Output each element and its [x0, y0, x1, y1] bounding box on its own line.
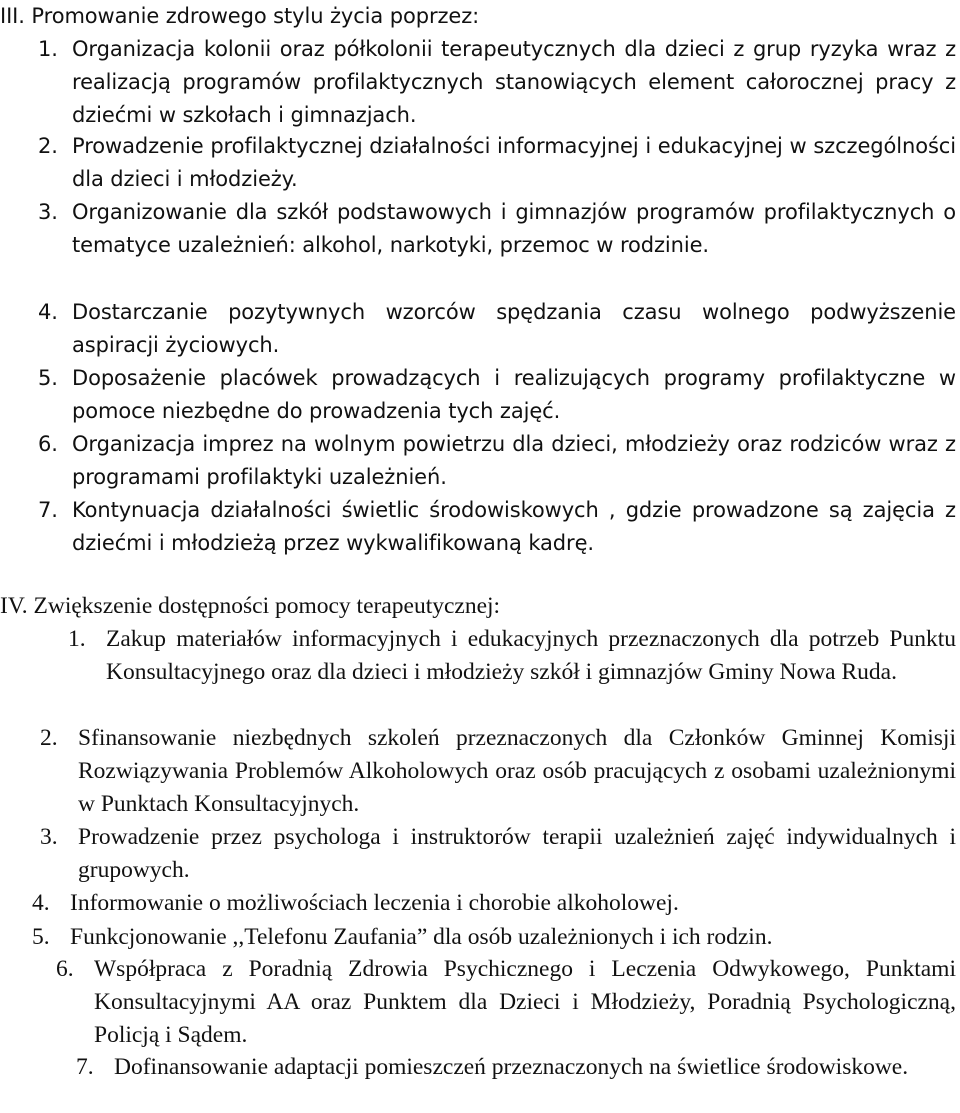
section-3-item-4: [38, 296, 956, 362]
section-3-item-7: [38, 494, 956, 560]
item-number: 3.: [38, 200, 58, 224]
section-3-item-2: [38, 130, 956, 196]
section-3-item-5: [38, 362, 956, 428]
item-number: 2.: [40, 725, 58, 751]
section-3-item-6: [38, 428, 956, 494]
section-4-item-7: [56, 1051, 956, 1084]
section-4-item-4: [32, 887, 956, 920]
item-text: Prowadzenie przez psychologa i instruktorów terapii uzależnień zajęć indywidualnych i grupowych.: [78, 824, 956, 883]
section-3-item-1: [38, 33, 956, 132]
item-number: 3.: [40, 824, 58, 850]
item-number: 6.: [56, 956, 74, 982]
item-text: Funkcjonowanie ,,Telefonu Zaufania” dla osób uzależnionych i ich rodzin.: [70, 924, 773, 950]
item-number: 6.: [38, 432, 58, 456]
section-4-item-3: [40, 821, 956, 887]
section-4-item-5: [32, 921, 956, 954]
section-3-item-3: [38, 196, 956, 262]
item-text: Organizowanie dla szkół podstawowych i gimnazjów programów profilaktycznych o tematyce uzależnień: alkohol, narkotyki, przemoc w rodzinie.: [72, 200, 956, 257]
item-text: Kontynuacja działalności świetlic środowiskowych , gdzie prowadzone są zajęcia z dziećmi i młodzieżą przez wykwalifikowaną kadrę.: [72, 498, 956, 555]
item-number: 4.: [38, 300, 58, 324]
item-number: 4.: [32, 890, 50, 916]
item-text: Sfinansowanie niezbędnych szkoleń przeznaczonych dla Członków Gminnej Komisji Rozwiązywania Problemów Alkoholowych oraz osób pracujących z osobami uzależnionymi w Punktach Konsultacyjnych.: [78, 725, 956, 817]
section-4-item-6: [56, 953, 956, 1052]
item-number: 7.: [76, 1054, 94, 1080]
item-number: 5.: [32, 924, 50, 950]
item-text: Dostarczanie pozytywnych wzorców spędzania czasu wolnego podwyższenie aspiracji życiowych.: [72, 300, 956, 357]
item-text: Doposażenie placówek prowadzących i realizujących programy profilaktyczne w pomoce niezbędne do prowadzenia tych zajęć.: [72, 366, 956, 423]
section-4-item-2: [40, 722, 956, 821]
section-3-heading: III. Promowanie zdrowego stylu życia poprzez:: [0, 4, 480, 28]
item-number: 5.: [38, 366, 58, 390]
item-text: Prowadzenie profilaktycznej działalności informacyjnej i edukacyjnej w szczególności dla dzieci i młodzieży.: [72, 134, 956, 191]
item-text: Organizacja kolonii oraz półkolonii terapeutycznych dla dzieci z grup ryzyka wraz z realizacją programów profilaktycznych stanowiących element całorocznej pracy z dziećmi w szkołach i gimnazjach.: [72, 37, 956, 127]
section-4-item-1: [68, 623, 956, 689]
item-text: Organizacja imprez na wolnym powietrzu dla dzieci, młodzieży oraz rodziców wraz z programami profilaktyki uzależnień.: [72, 432, 956, 489]
item-text: Współpraca z Poradnią Zdrowia Psychicznego i Leczenia Odwykowego, Punktami Konsultacyjnymi AA oraz Punktem dla Dzieci i Młodzieży, Poradnią Psychologiczną, Policją i Sądem.: [94, 956, 956, 1048]
section-4-heading: IV. Zwiększenie dostępności pomocy terapeutycznej:: [0, 593, 501, 619]
item-text: Dofinansowanie adaptacji pomieszczeń przeznaczonych na świetlice środowiskowe.: [114, 1054, 909, 1080]
item-text: Informowanie o możliwościach leczenia i chorobie alkoholowej.: [70, 890, 679, 916]
item-number: 1.: [68, 626, 86, 652]
item-number: 1.: [38, 37, 58, 61]
item-text: Zakup materiałów informacyjnych i edukacyjnych przeznaczonych dla potrzeb Punktu Konsultacyjnego oraz dla dzieci i młodzieży szkół i gimnazjów Gminy Nowa Ruda.: [106, 626, 956, 685]
item-number: 2.: [38, 134, 58, 158]
item-number: 7.: [38, 498, 58, 522]
